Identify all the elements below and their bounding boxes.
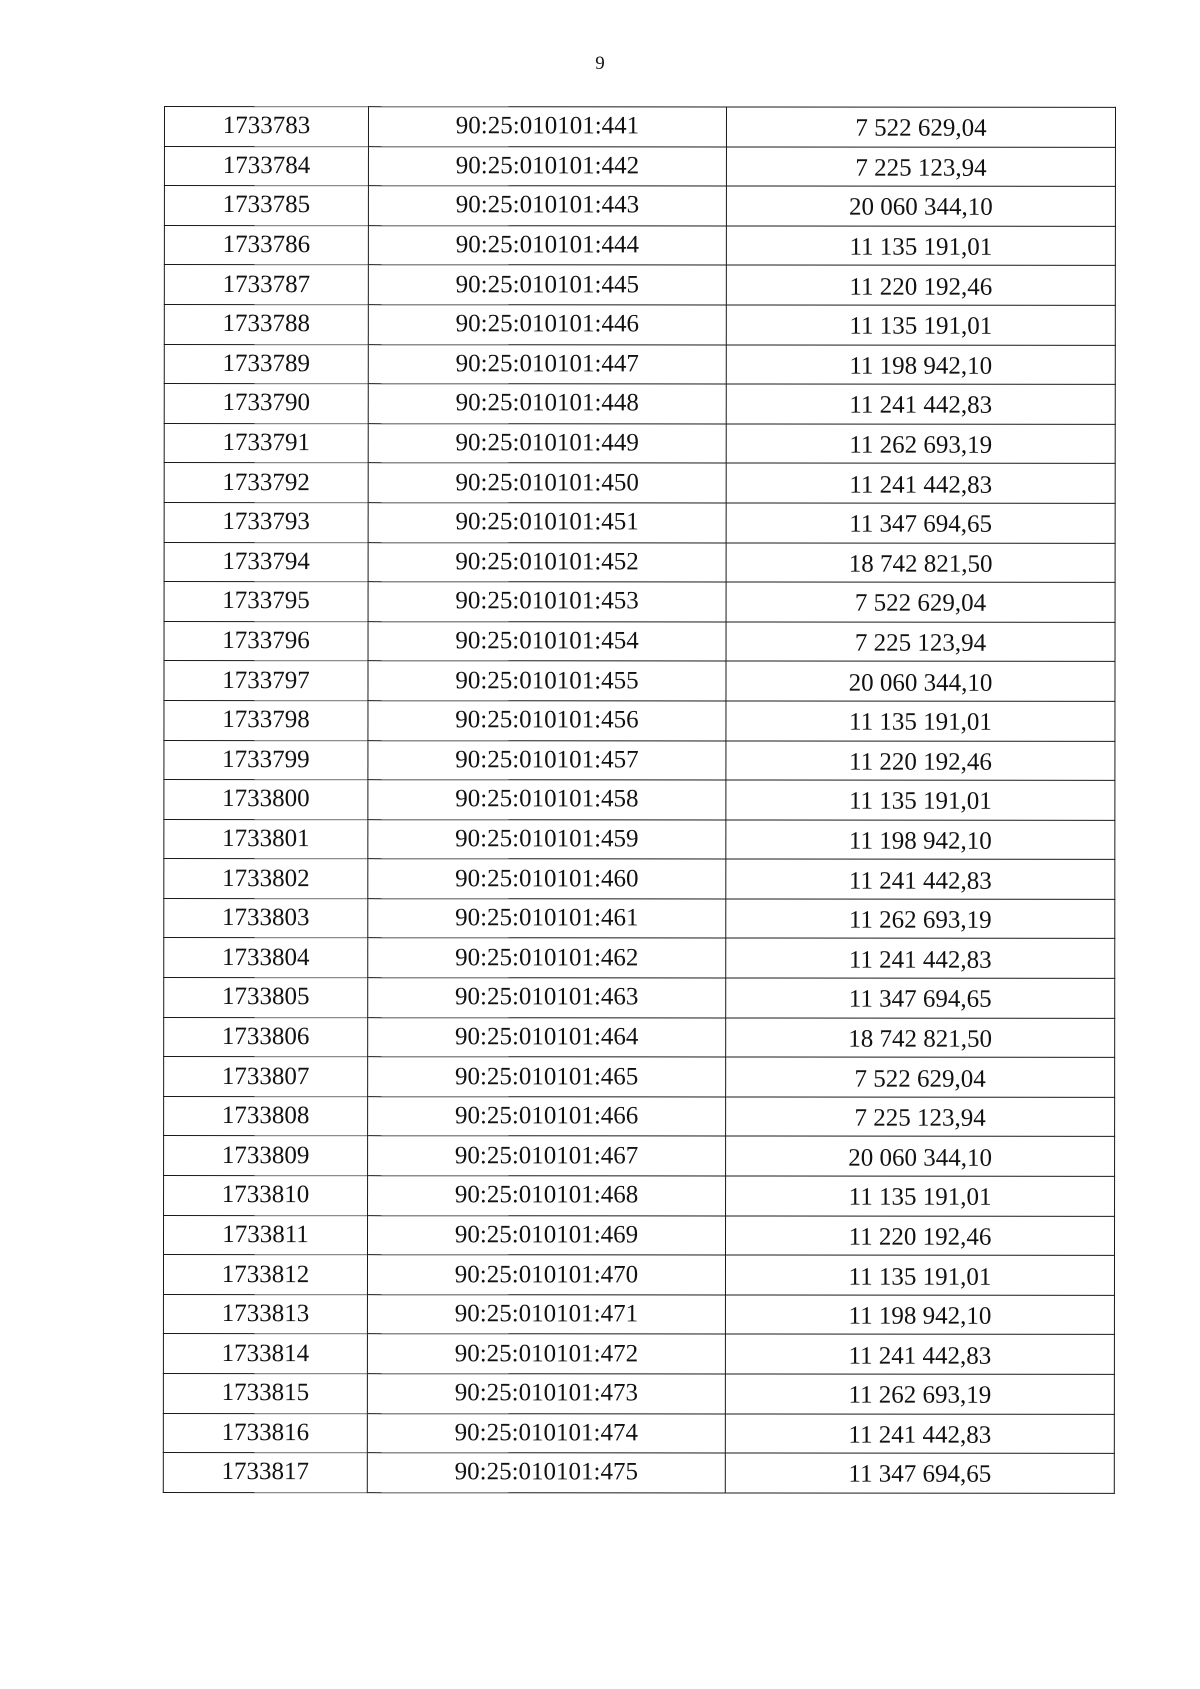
cadastral-number-cell <box>368 1097 726 1137</box>
table-row <box>164 384 1115 424</box>
value-cell <box>726 740 1115 780</box>
table-row <box>164 859 1115 899</box>
row-id-cell <box>164 344 368 384</box>
cadastral-number-cell <box>368 423 726 463</box>
row-id-cell <box>164 225 368 265</box>
row-id-cell-text: 1733805 <box>221 983 310 1011</box>
cadastral-number-cell <box>368 186 726 226</box>
value-cell <box>726 661 1115 701</box>
value-cell-text: 7 225 123,94 <box>854 629 987 657</box>
cadastral-number-cell <box>368 344 726 384</box>
table-row <box>163 1334 1114 1374</box>
cadastral-number-cell <box>368 582 726 622</box>
table-row <box>164 186 1115 226</box>
row-id-cell-text: 1733815 <box>221 1379 310 1407</box>
value-cell <box>726 1176 1115 1216</box>
value-cell-text: 11 347 694,65 <box>849 510 993 538</box>
row-id-cell <box>164 978 368 1018</box>
row-id-cell <box>164 661 368 701</box>
cadastral-number-cell <box>367 1215 725 1255</box>
table-row <box>164 265 1115 305</box>
value-cell <box>726 503 1115 543</box>
cadastral-number-cell-text: 90:25:010101:446 <box>455 310 639 338</box>
cadastral-number-cell <box>368 146 726 186</box>
row-id-cell-text: 1733793 <box>222 508 310 536</box>
cadastral-number-cell-text: 90:25:010101:464 <box>455 1023 639 1051</box>
table-row <box>163 1255 1114 1295</box>
cadastral-number-cell-text: 90:25:010101:457 <box>455 746 639 774</box>
table-row <box>164 780 1115 820</box>
cadastral-number-cell <box>368 899 726 939</box>
cadastral-number-cell <box>367 1294 725 1334</box>
row-id-cell <box>164 107 368 147</box>
cadastral-number-cell <box>368 1136 726 1176</box>
row-id-cell-text: 1733796 <box>222 627 310 655</box>
value-cell <box>726 622 1115 662</box>
row-id-cell <box>164 423 368 463</box>
cadastral-number-cell-text: 90:25:010101:473 <box>454 1379 639 1407</box>
row-id-cell-text: 1733808 <box>221 1102 310 1130</box>
row-id-cell-text: 1733807 <box>221 1062 310 1090</box>
value-cell-text: 11 241 442,83 <box>848 946 992 974</box>
value-cell <box>726 978 1115 1018</box>
table-row <box>164 225 1115 265</box>
value-cell-text: 11 347 694,65 <box>848 985 992 1014</box>
row-id-cell-text: 1733787 <box>222 270 311 298</box>
cadastral-number-cell-text: 90:25:010101:447 <box>455 350 639 378</box>
value-cell <box>726 424 1115 464</box>
row-id-cell <box>164 819 368 859</box>
row-id-cell <box>164 542 368 582</box>
row-id-cell-text: 1733803 <box>222 904 310 932</box>
table-row <box>164 304 1115 344</box>
cadastral-number-cell-text: 90:25:010101:472 <box>454 1339 639 1368</box>
value-cell <box>726 226 1115 266</box>
value-cell <box>725 1414 1114 1454</box>
row-id-cell <box>164 186 368 226</box>
value-cell <box>726 1057 1115 1097</box>
row-id-cell <box>163 1453 367 1493</box>
cadastral-number-cell-text: 90:25:010101:455 <box>455 666 639 695</box>
row-id-cell-text: 1733810 <box>221 1181 310 1209</box>
cadastral-number-cell-text: 90:25:010101:454 <box>455 627 639 655</box>
row-id-cell-text: 1733814 <box>221 1339 310 1367</box>
table-row <box>164 1017 1115 1057</box>
value-cell <box>726 384 1115 424</box>
cadastral-number-cell-text: 90:25:010101:443 <box>455 191 640 219</box>
cadastral-number-cell-text: 90:25:010101:463 <box>455 983 639 1011</box>
cadastral-number-cell-text: 90:25:010101:445 <box>455 270 640 299</box>
row-id-cell-text: 1733817 <box>221 1458 310 1486</box>
cadastral-number-cell <box>368 107 726 147</box>
row-id-cell-text: 1733804 <box>221 943 310 971</box>
row-id-cell <box>164 938 368 978</box>
cadastral-number-cell-text: 90:25:010101:474 <box>454 1419 639 1447</box>
cadastral-number-cell-text: 90:25:010101:468 <box>454 1181 639 1209</box>
cadastral-number-cell-text: 90:25:010101:450 <box>455 468 639 497</box>
row-id-cell-text: 1733812 <box>221 1260 310 1288</box>
table-row <box>164 582 1115 622</box>
row-id-cell <box>164 146 368 186</box>
value-cell <box>726 938 1115 978</box>
row-id-cell <box>163 1413 367 1453</box>
row-id-cell <box>163 1255 367 1295</box>
row-id-cell <box>164 1017 368 1057</box>
cadastral-number-cell <box>368 978 726 1018</box>
row-id-cell <box>164 502 368 542</box>
row-id-cell-text: 1733797 <box>222 666 310 694</box>
cadastral-number-cell-text: 90:25:010101:442 <box>455 152 640 180</box>
value-cell-text: 7 522 629,04 <box>855 114 987 143</box>
row-id-cell <box>164 1057 368 1097</box>
cadastral-number-cell-text: 90:25:010101:465 <box>454 1062 639 1090</box>
cadastral-number-cell-text: 90:25:010101:451 <box>455 508 639 536</box>
cadastral-number-cell-text: 90:25:010101:448 <box>455 389 639 417</box>
table-row <box>164 661 1115 701</box>
cadastral-number-cell-text: 90:25:010101:469 <box>454 1221 639 1249</box>
value-cell-text: 11 262 693,19 <box>848 1381 992 1410</box>
row-id-cell <box>164 1136 368 1176</box>
value-cell <box>726 582 1115 622</box>
row-id-cell-text: 1733802 <box>222 864 310 892</box>
row-id-cell <box>164 621 368 661</box>
row-id-cell-text: 1733783 <box>222 112 311 140</box>
value-cell-text: 11 241 442,83 <box>848 1421 992 1449</box>
cadastral-number-cell <box>368 621 726 661</box>
value-cell-text: 11 220 192,46 <box>849 273 993 301</box>
cadastral-number-cell <box>368 384 726 424</box>
table-row <box>164 146 1115 186</box>
row-id-cell-text: 1733795 <box>222 587 310 615</box>
row-id-cell-text: 1733786 <box>222 231 311 259</box>
value-cell-text: 11 220 192,46 <box>848 748 992 776</box>
value-cell <box>725 1255 1114 1295</box>
value-cell <box>726 1097 1115 1137</box>
row-id-cell <box>163 1294 367 1334</box>
table-row <box>164 463 1115 503</box>
cadastral-number-cell <box>368 859 726 899</box>
row-id-cell <box>163 1374 367 1414</box>
cadastral-number-cell <box>368 740 726 780</box>
value-cell <box>726 107 1115 147</box>
value-cell-text: 11 135 191,01 <box>849 233 993 261</box>
row-id-cell-text: 1733791 <box>222 429 310 457</box>
value-cell <box>726 265 1115 305</box>
value-cell <box>726 147 1115 187</box>
row-id-cell <box>164 700 368 740</box>
cadastral-number-cell <box>368 938 726 978</box>
row-id-cell-text: 1733784 <box>222 151 311 180</box>
cadastral-number-cell-text: 90:25:010101:452 <box>455 548 639 576</box>
row-id-cell-text: 1733813 <box>221 1300 310 1328</box>
value-cell <box>726 899 1115 939</box>
value-cell-text: 11 241 442,83 <box>848 1342 992 1370</box>
cadastral-number-cell-text: 90:25:010101:453 <box>455 587 639 615</box>
cadastral-number-cell-text: 90:25:010101:444 <box>455 231 640 259</box>
value-cell <box>725 1216 1114 1256</box>
row-id-cell <box>164 898 368 938</box>
row-id-cell-text: 1733800 <box>222 785 310 813</box>
row-id-cell-text: 1733806 <box>221 1023 310 1051</box>
cadastral-number-cell <box>367 1453 725 1493</box>
row-id-cell-text: 1733794 <box>222 547 310 575</box>
cadastral-number-cell <box>368 780 726 820</box>
value-cell-text: 11 135 191,01 <box>848 1263 992 1291</box>
row-id-cell <box>164 740 368 780</box>
table-row <box>163 1453 1114 1493</box>
cadastral-number-cell <box>368 701 726 741</box>
row-id-cell <box>164 1176 368 1216</box>
value-cell <box>726 780 1115 820</box>
cadastral-number-cell <box>368 661 726 701</box>
value-cell-text: 11 241 442,83 <box>849 392 993 420</box>
row-id-cell-text: 1733811 <box>222 1220 309 1249</box>
value-cell <box>726 186 1115 226</box>
cadastral-number-cell-text: 90:25:010101:461 <box>455 904 639 932</box>
page-number: 9 <box>595 53 605 74</box>
table-row <box>164 423 1115 463</box>
cadastral-number-cell-text: 90:25:010101:475 <box>454 1458 638 1486</box>
value-cell-text: 11 262 693,19 <box>848 906 992 934</box>
value-cell-text: 11 220 192,46 <box>848 1223 992 1251</box>
row-id-cell-text: 1733801 <box>222 825 310 853</box>
row-id-cell <box>164 265 368 305</box>
value-cell-text: 7 522 629,04 <box>854 590 987 618</box>
table-row <box>164 107 1115 147</box>
value-cell-text: 7 225 123,94 <box>855 154 987 182</box>
table-row <box>164 344 1115 384</box>
value-cell <box>726 345 1115 385</box>
cadastral-number-cell <box>368 542 726 582</box>
row-id-cell <box>164 859 368 899</box>
cadastral-number-cell-text: 90:25:010101:471 <box>454 1300 639 1328</box>
row-id-cell <box>163 1334 367 1374</box>
cadastral-number-cell-text: 90:25:010101:458 <box>455 785 639 813</box>
value-cell-text: 18 742 821,50 <box>848 1025 993 1053</box>
table-row <box>164 1176 1115 1216</box>
row-id-cell <box>164 1096 368 1136</box>
cadastral-number-cell-text: 90:25:010101:466 <box>454 1102 639 1130</box>
cadastral-number-cell <box>368 463 726 503</box>
value-cell-text: 11 135 191,01 <box>849 708 992 736</box>
value-cell-text: 11 135 191,01 <box>848 787 992 816</box>
cadastral-number-cell <box>367 1413 725 1453</box>
cadastral-number-cell <box>367 1255 725 1295</box>
table-row <box>164 700 1115 740</box>
table-row <box>163 1215 1114 1255</box>
table-row <box>163 1294 1114 1334</box>
row-id-cell-text: 1733790 <box>222 389 311 417</box>
value-cell-text: 11 198 942,10 <box>848 827 992 855</box>
table-row <box>164 621 1115 661</box>
value-cell-text: 18 742 821,50 <box>848 550 993 578</box>
row-id-cell <box>164 304 368 344</box>
value-cell <box>725 1453 1114 1493</box>
value-cell-text: 11 198 942,10 <box>848 1302 992 1330</box>
table-body <box>163 107 1115 1494</box>
table-row <box>163 1413 1114 1453</box>
value-cell-text: 20 060 344,10 <box>849 194 993 222</box>
table-row <box>164 502 1115 542</box>
cadastral-number-cell-text: 90:25:010101:462 <box>455 944 639 972</box>
table-row <box>163 1374 1114 1414</box>
value-cell-text: 7 225 123,94 <box>854 1104 986 1132</box>
cadastral-number-cell-text: 90:25:010101:459 <box>455 825 639 853</box>
cadastral-number-cell <box>368 1017 726 1057</box>
row-id-cell-text: 1733798 <box>222 706 310 734</box>
cadastral-number-cell-text: 90:25:010101:470 <box>454 1260 639 1288</box>
row-id-cell-text: 1733789 <box>222 349 311 377</box>
cadastral-number-cell-text: 90:25:010101:460 <box>455 864 639 892</box>
row-id-cell <box>164 384 368 424</box>
table-row <box>164 898 1115 938</box>
value-cell <box>726 305 1115 345</box>
value-cell-text: 11 347 694,65 <box>848 1461 992 1489</box>
row-id-cell-text: 1733816 <box>221 1418 310 1447</box>
row-id-cell-text: 1733792 <box>222 468 310 496</box>
row-id-cell-text: 1733785 <box>222 191 311 219</box>
value-cell <box>725 1334 1114 1374</box>
table-row <box>164 978 1115 1018</box>
value-cell <box>726 1018 1115 1058</box>
row-id-cell <box>164 780 368 820</box>
value-cell <box>725 1374 1114 1414</box>
value-cell-text: 7 522 629,04 <box>854 1065 986 1093</box>
table-row <box>164 819 1115 859</box>
value-cell-text: 11 241 442,83 <box>849 471 993 499</box>
cadastral-number-cell-text: 90:25:010101:441 <box>455 112 640 140</box>
row-id-cell <box>164 463 368 503</box>
row-id-cell <box>164 582 368 622</box>
cadastral-number-cell <box>367 1334 725 1374</box>
value-cell <box>726 820 1115 860</box>
value-cell <box>726 859 1115 899</box>
value-cell-text: 11 241 442,83 <box>848 867 992 895</box>
table-row <box>164 1136 1115 1176</box>
value-cell-text: 20 060 344,10 <box>848 1144 992 1172</box>
cadastral-number-cell <box>367 1374 725 1414</box>
cadastral-number-cell <box>368 265 726 305</box>
row-id-cell <box>163 1215 367 1255</box>
value-cell-text: 11 262 693,19 <box>849 431 993 459</box>
table-row <box>164 1096 1115 1136</box>
value-cell <box>726 543 1115 583</box>
value-cell <box>726 701 1115 741</box>
registry-table <box>163 106 1116 1494</box>
row-id-cell-text: 1733809 <box>221 1141 310 1169</box>
cadastral-number-cell <box>368 305 726 345</box>
row-id-cell-text: 1733799 <box>222 745 310 773</box>
cadastral-number-cell-text: 90:25:010101:449 <box>455 429 639 457</box>
table-row <box>164 1057 1115 1097</box>
value-cell-text: 11 135 191,01 <box>848 1183 992 1212</box>
value-cell-text: 11 135 191,01 <box>849 312 993 340</box>
value-cell <box>726 463 1115 503</box>
cadastral-number-cell-text: 90:25:010101:467 <box>454 1141 639 1170</box>
row-id-cell-text: 1733788 <box>222 310 311 338</box>
table-row <box>164 542 1115 582</box>
cadastral-number-cell <box>368 819 726 859</box>
cadastral-number-cell-text: 90:25:010101:456 <box>455 706 639 734</box>
value-cell <box>725 1295 1114 1335</box>
cadastral-number-cell <box>368 1057 726 1097</box>
value-cell <box>726 1136 1115 1176</box>
value-cell-text: 20 060 344,10 <box>848 669 993 697</box>
cadastral-number-cell <box>368 1176 726 1216</box>
table-row <box>164 938 1115 978</box>
cadastral-number-cell <box>368 225 726 265</box>
cadastral-number-cell <box>368 503 726 543</box>
value-cell-text: 11 198 942,10 <box>849 352 993 380</box>
table-row <box>164 740 1115 780</box>
